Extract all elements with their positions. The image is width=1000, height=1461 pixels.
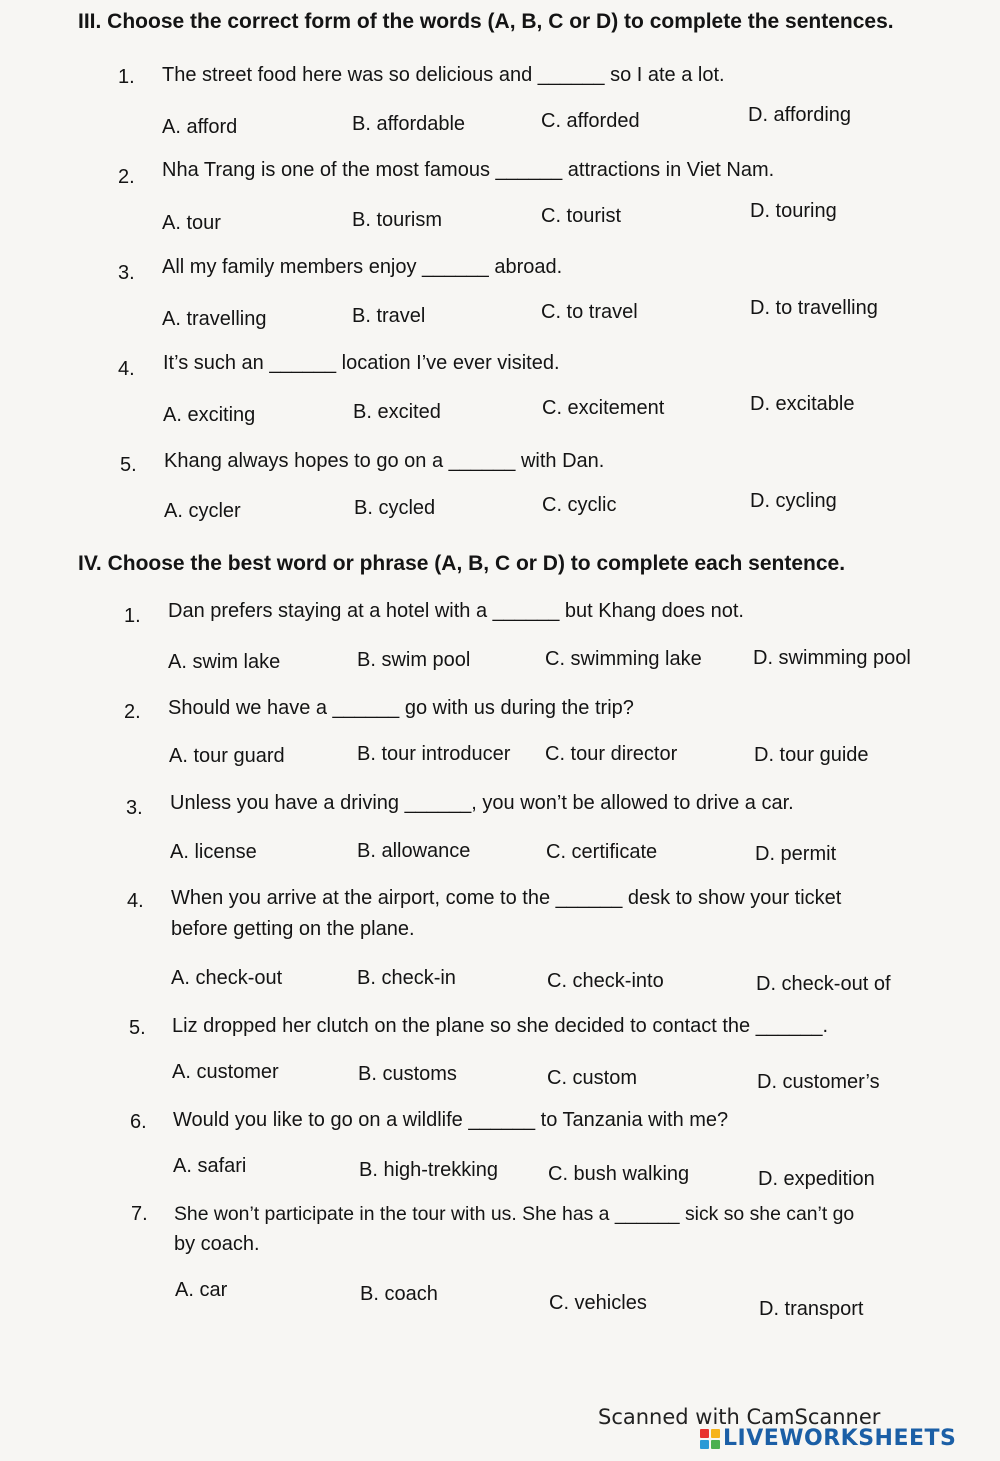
s4-q2-option-a[interactable]: A. tour guard bbox=[169, 745, 285, 767]
s4-q7-text: She won’t participate in the tour with us. She has a ______ sick so she can’t go bbox=[174, 1203, 855, 1225]
s4-q4-option-b[interactable]: B. check-in bbox=[357, 967, 456, 989]
s3-q4-number: 4. bbox=[118, 358, 135, 380]
s4-q7-text-line2: by coach. bbox=[174, 1233, 260, 1255]
s4-q4-text-line2: before getting on the plane. bbox=[171, 918, 415, 940]
s3-q1-option-b[interactable]: B. affordable bbox=[352, 113, 466, 135]
s3-q3-option-d[interactable]: D. to travelling bbox=[750, 297, 878, 319]
s4-q4-option-d[interactable]: D. check-out of bbox=[756, 973, 891, 995]
s4-q1-option-b[interactable]: B. swim pool bbox=[357, 649, 471, 671]
liveworksheets-icon bbox=[700, 1429, 720, 1449]
s4-q2-text: Should we have a ______ go with us during the trip? bbox=[168, 697, 634, 719]
s3-q2-text: Nha Trang is one of the most famous ______ attractions in Viet Nam. bbox=[162, 159, 775, 181]
s4-q5-option-b[interactable]: B. customs bbox=[358, 1063, 457, 1085]
s4-q6-option-a[interactable]: A. safari bbox=[173, 1155, 247, 1177]
s3-q4-option-b[interactable]: B. excited bbox=[353, 401, 441, 423]
s4-q5-number: 5. bbox=[129, 1017, 146, 1039]
s4-q7-number: 7. bbox=[131, 1203, 148, 1225]
liveworksheets-logo bbox=[700, 1426, 956, 1451]
s4-q2-option-c[interactable]: C. tour director bbox=[545, 743, 678, 765]
s4-q1-text: Dan prefers staying at a hotel with a ______ but Khang does not. bbox=[168, 600, 744, 622]
s3-q1-option-d[interactable]: D. affording bbox=[748, 104, 852, 126]
s4-q3-text: Unless you have a driving ______, you won’t be allowed to drive a car. bbox=[170, 792, 794, 814]
s3-q1-text: The street food here was so delicious and ______ so I ate a lot. bbox=[162, 64, 725, 86]
s4-q7-option-c[interactable]: C. vehicles bbox=[549, 1292, 647, 1314]
s4-q6-number: 6. bbox=[130, 1111, 147, 1133]
section-4-heading: IV. Choose the best word or phrase (A, B, C or D) to complete each sentence. bbox=[78, 552, 846, 575]
s4-q3-option-d[interactable]: D. permit bbox=[755, 843, 837, 865]
s3-q5-option-d[interactable]: D. cycling bbox=[750, 490, 837, 512]
camscanner-watermark: Scanned with CamScanner bbox=[598, 1405, 881, 1429]
s4-q2-option-d[interactable]: D. tour guide bbox=[754, 744, 869, 766]
s4-q7-option-b[interactable]: B. coach bbox=[360, 1283, 438, 1305]
s3-q4-option-a[interactable]: A. exciting bbox=[163, 404, 256, 426]
s4-q6-option-b[interactable]: B. high-trekking bbox=[359, 1159, 498, 1181]
s4-q3-option-a[interactable]: A. license bbox=[170, 841, 257, 863]
s3-q5-number: 5. bbox=[120, 454, 137, 476]
s4-q6-text: Would you like to go on a wildlife ______ to Tanzania with me? bbox=[173, 1109, 729, 1131]
s4-q5-option-d[interactable]: D. customer’s bbox=[757, 1071, 880, 1093]
s3-q1-option-a[interactable]: A. afford bbox=[162, 116, 238, 138]
s3-q3-option-b[interactable]: B. travel bbox=[352, 305, 426, 327]
s3-q5-option-c[interactable]: C. cyclic bbox=[542, 494, 617, 516]
s3-q3-option-a[interactable]: A. travelling bbox=[162, 308, 267, 330]
s4-q7-option-a[interactable]: A. car bbox=[175, 1279, 228, 1301]
s3-q2-option-c[interactable]: C. tourist bbox=[541, 205, 622, 227]
s4-q3-option-c[interactable]: C. certificate bbox=[546, 841, 658, 863]
s4-q4-option-a[interactable]: A. check-out bbox=[171, 967, 283, 989]
s3-q3-number: 3. bbox=[118, 262, 135, 284]
s4-q2-option-b[interactable]: B. tour introducer bbox=[357, 743, 511, 765]
s3-q4-text: It’s such an ______ location I’ve ever visited. bbox=[163, 352, 560, 374]
s4-q6-option-c[interactable]: C. bush walking bbox=[548, 1163, 690, 1185]
s3-q2-option-b[interactable]: B. tourism bbox=[352, 209, 443, 231]
s4-q2-number: 2. bbox=[124, 701, 141, 723]
s4-q3-option-b[interactable]: B. allowance bbox=[357, 840, 471, 862]
s3-q4-option-c[interactable]: C. excitement bbox=[542, 397, 665, 419]
s3-q3-text: All my family members enjoy ______ abroad. bbox=[162, 256, 563, 278]
s3-q5-option-b[interactable]: B. cycled bbox=[354, 497, 436, 519]
s4-q5-option-c[interactable]: C. custom bbox=[547, 1067, 638, 1089]
s3-q1-number: 1. bbox=[118, 66, 135, 88]
s4-q7-option-d[interactable]: D. transport bbox=[759, 1298, 864, 1320]
s3-q4-option-d[interactable]: D. excitable bbox=[750, 393, 855, 415]
s4-q4-option-c[interactable]: C. check-into bbox=[547, 970, 664, 992]
s4-q1-option-d[interactable]: D. swimming pool bbox=[753, 647, 911, 669]
s4-q1-option-a[interactable]: A. swim lake bbox=[168, 651, 281, 673]
s3-q5-text: Khang always hopes to go on a ______ with Dan. bbox=[164, 450, 605, 472]
s3-q2-number: 2. bbox=[118, 166, 135, 188]
s3-q2-option-a[interactable]: A. tour bbox=[162, 212, 221, 234]
s3-q2-option-d[interactable]: D. touring bbox=[750, 200, 837, 222]
liveworksheets-brand: LIVEWORKSHEETS bbox=[723, 1426, 957, 1451]
s4-q1-option-c[interactable]: C. swimming lake bbox=[545, 648, 702, 670]
s3-q5-option-a[interactable]: A. cycler bbox=[164, 500, 241, 522]
s4-q6-option-d[interactable]: D. expedition bbox=[758, 1168, 875, 1190]
section-3-heading: III. Choose the correct form of the words (A, B, C or D) to complete the sentences. bbox=[78, 10, 894, 33]
s3-q1-option-c[interactable]: C. afforded bbox=[541, 110, 640, 132]
s4-q4-number: 4. bbox=[127, 890, 144, 912]
s4-q5-text: Liz dropped her clutch on the plane so she decided to contact the ______. bbox=[172, 1015, 829, 1037]
s4-q5-option-a[interactable]: A. customer bbox=[172, 1061, 279, 1083]
s4-q1-number: 1. bbox=[124, 605, 141, 627]
s4-q3-number: 3. bbox=[126, 797, 143, 819]
s3-q3-option-c[interactable]: C. to travel bbox=[541, 301, 638, 323]
s4-q4-text: When you arrive at the airport, come to the ______ desk to show your ticket bbox=[171, 887, 842, 909]
